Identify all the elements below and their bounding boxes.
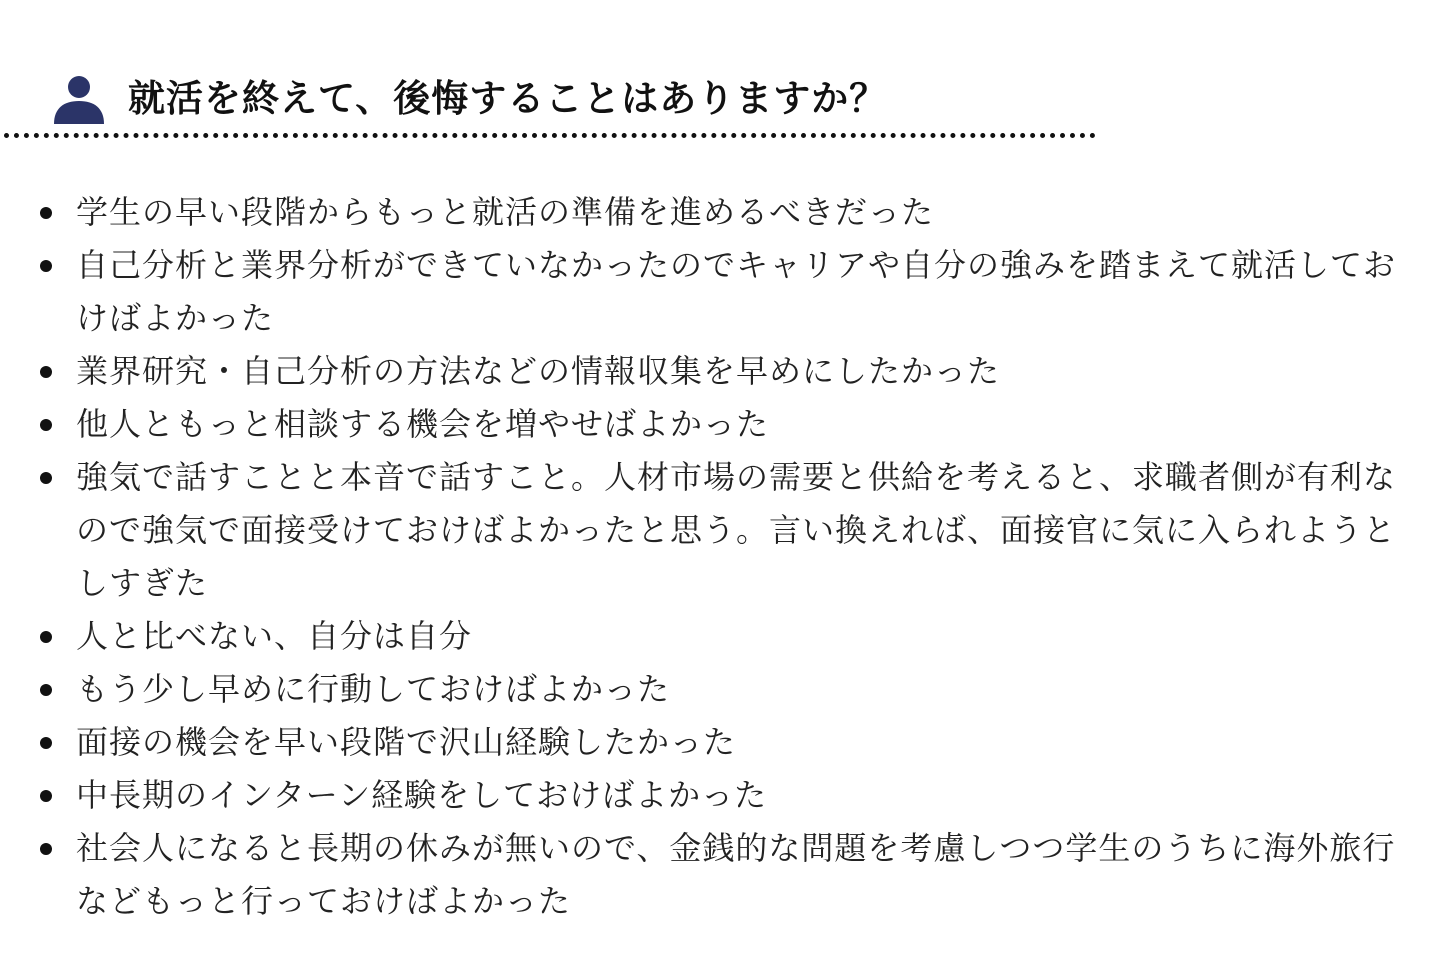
bullet bbox=[40, 419, 52, 431]
list-item bbox=[76, 716, 1401, 769]
list-item-text: 中長期のインターン経験をしておけばよかった bbox=[76, 776, 768, 814]
answer-list bbox=[0, 186, 1401, 928]
list-item bbox=[76, 663, 1401, 716]
list-item bbox=[76, 345, 1401, 398]
list-item-text: 面接の機会を早い段階で沢山経験したかった bbox=[76, 723, 737, 761]
bullet bbox=[40, 843, 52, 855]
bullet bbox=[40, 737, 52, 749]
bullet bbox=[40, 207, 52, 219]
list-item-text: 業界研究・自己分析の方法などの情報収集を早めにしたかった bbox=[76, 352, 1001, 390]
bullet bbox=[40, 260, 52, 272]
list-item-text: もう少し早めに行動しておけばよかった bbox=[76, 670, 671, 708]
list-item bbox=[76, 769, 1401, 822]
bullet bbox=[40, 790, 52, 802]
list-item bbox=[76, 239, 1401, 345]
bullet bbox=[40, 631, 52, 643]
list-item bbox=[76, 451, 1401, 610]
question-title: 就活を終えて、後悔することはありますか？ bbox=[128, 77, 888, 120]
bullet bbox=[40, 684, 52, 696]
list-item-text: 社会人になると長期の休みが無いので、金銭的な問題を考慮しつつ学生のうちに海外旅行などもっと行っておけばよかった bbox=[76, 829, 1396, 920]
list-item-text: 他人ともっと相談する機会を増やせばよかった bbox=[76, 405, 770, 443]
list-item bbox=[76, 822, 1401, 928]
bullet bbox=[40, 366, 52, 378]
list-item-text: 学生の早い段階からもっと就活の準備を進めるべきだった bbox=[76, 193, 935, 231]
person-icon bbox=[52, 74, 106, 124]
list-item bbox=[76, 610, 1401, 663]
list-item-text: 強気で話すことと本音で話すこと。人材市場の需要と供給を考えると、求職者側が有利なので強気で面接受けておけばよかったと思う。言い換えれば、面接官に気に入られようとしすぎた bbox=[76, 458, 1397, 602]
question-heading bbox=[4, 62, 1096, 138]
list-item-text: 自己分析と業界分析ができていなかったのでキャリアや自分の強みを踏まえて就活しておけばよかった bbox=[76, 246, 1397, 337]
list-item-text: 人と比べない、自分は自分 bbox=[76, 617, 473, 655]
bullet bbox=[40, 472, 52, 484]
list-item bbox=[76, 398, 1401, 451]
list-item bbox=[76, 186, 1401, 239]
